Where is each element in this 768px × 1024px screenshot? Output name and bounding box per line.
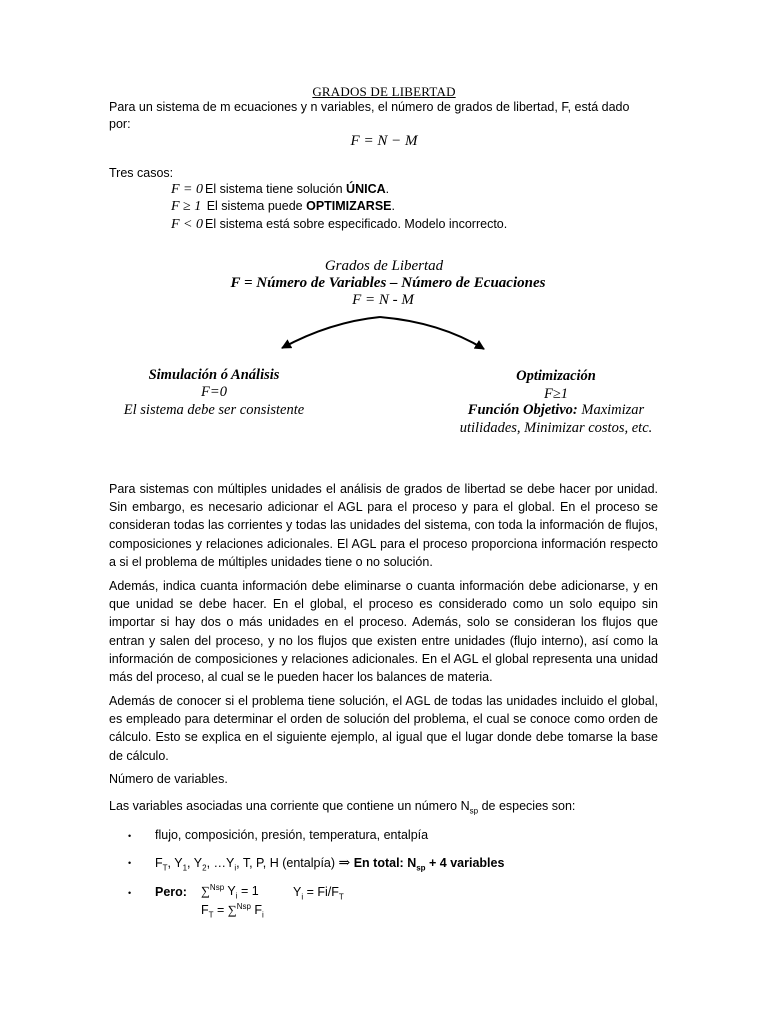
y-comma: , Y xyxy=(187,856,203,870)
intro-line-2: por: xyxy=(109,117,131,131)
bullet-icon: • xyxy=(128,888,132,898)
degrees-formula: F = N − M xyxy=(350,133,418,149)
objective-text: Maximizar xyxy=(577,402,645,418)
case-math: F = 0 xyxy=(171,182,203,197)
diagram-formula: F = N - M xyxy=(352,292,414,308)
implies-arrow-icon: ⇒ xyxy=(338,856,351,871)
simulation-heading: Simulación ó Análisis xyxy=(148,367,280,383)
sub-t: T xyxy=(338,892,344,902)
intro-line-1: Para un sistema de m ecuaciones y n variables, el número de grados de libertad, F, está dado xyxy=(109,100,630,114)
ft-eq: = xyxy=(213,903,228,918)
arrow-left xyxy=(282,317,380,348)
case-math: F ≥ 1 xyxy=(171,199,202,214)
sub-sp: sp xyxy=(416,863,426,873)
sigma-icon: ∑ xyxy=(201,884,210,899)
ft-symbol: F xyxy=(201,903,209,918)
variable-rest: , T, P, H (entalpía) xyxy=(236,856,339,870)
simulation-condition: F=0 xyxy=(201,384,227,400)
case-end: . xyxy=(391,199,395,213)
simulation-description: El sistema debe ser consistente xyxy=(123,402,305,418)
ft-symbol: F xyxy=(155,856,163,870)
optimization-heading: Optimización xyxy=(516,368,596,384)
sub-i: i xyxy=(262,910,264,920)
sub-1: 1 xyxy=(182,863,188,873)
sub-t: T xyxy=(208,910,214,920)
cases-heading: Tres casos: xyxy=(109,166,174,180)
yi-eq: = Fi/F xyxy=(303,885,339,899)
total-label: En total: $N_{sp} + 4$ variables xyxy=(350,856,505,873)
objective-line-2: utilidades, Minimizar costos, etc. xyxy=(459,420,653,436)
objective-label: Función Objetivo: xyxy=(467,402,578,418)
sub-t: T xyxy=(162,863,168,873)
case-strong: OPTIMIZARSE xyxy=(306,199,392,213)
variables-heading: Número de variables. xyxy=(109,772,228,786)
variables-intro-start: Las variables asociadas una corriente que contiene un número N xyxy=(109,799,470,813)
pero-label: Pero: xyxy=(155,885,187,899)
bullet-constraints xyxy=(155,885,187,899)
sup-nsp: Nsp xyxy=(236,902,251,911)
sub-i: i xyxy=(234,863,237,873)
paragraph-information: Además, indica cuanta información debe eliminarse o cuanta información debe adicionarse, y en que unidad se debe hacer. En el global, el proceso es considerado como un solo equipo sin importar si hay dos o más unidades en el proceso. Además, solo se consideran los flujos que entran y salen del proceso, y no los flujos que existen entre unidades (flujo interno), así como la información de composiciones y relaciones adicionales. En el AGL el global representa una unidad más del proceso, al cual se le pueden hacer los balances de materia. xyxy=(109,579,658,685)
diagram-title: Grados de Libertad xyxy=(324,258,444,274)
case-strong: ÚNICA xyxy=(346,182,386,196)
sup-nsp: Nsp xyxy=(209,883,225,892)
sub-i: i xyxy=(235,891,238,901)
bullet-variable-list xyxy=(155,855,504,873)
paragraph-calculation-order: Además de conocer si el problema tiene solución, el AGL de todas las unidades incluido el global, es empleado para determinar el orden de solución del problema, el cual se conoce como orden de cálculo. Esto se explica en el siguiente ejemplo, al igual que el lugar donde debe tomarse la base de cálculo. xyxy=(109,694,658,763)
bullet-icon: • xyxy=(128,831,132,841)
sub-i: i xyxy=(301,892,304,902)
case-text: El sistema está sobre especificado. Modelo incorrecto. xyxy=(205,217,508,231)
yi-symbol: Y xyxy=(293,885,302,899)
variables-intro-end: de especies son: xyxy=(478,799,576,813)
sub-sp: sp xyxy=(469,806,479,816)
bullet-properties: flujo, composición, presión, temperatura, entalpía xyxy=(155,828,429,842)
diagram-definition: F = Número de Variables – Número de Ecuaciones xyxy=(230,275,546,291)
page-title: GRADOS DE LIBERTAD xyxy=(312,84,456,99)
optimization-condition: F≥1 xyxy=(543,386,569,402)
ft-equation xyxy=(201,902,264,920)
sum-end: = 1 xyxy=(237,884,259,899)
yi-equation xyxy=(293,885,344,902)
case-math: F < 0 xyxy=(171,217,203,232)
case-end: . xyxy=(385,182,390,196)
sub-2: 2 xyxy=(202,863,207,873)
variables-intro xyxy=(109,799,575,816)
case-text: El sistema puede xyxy=(203,199,307,213)
paragraph-multiple-units: Para sistemas con múltiples unidades el análisis de grados de libertad se debe hacer por unidad. Sin embargo, es necesario adicionar el AGL para el proceso y para el global. En el proceso se consideran todas las corrientes y todas las unidades del sistema, con toda la información de flujos, composiciones y relaciones adicionales. El AGL para el proceso proporciona información respecto a si el problema de múltiples unidades tiene o no solución. xyxy=(109,482,658,569)
case-text: El sistema tiene solución xyxy=(205,182,347,196)
y-list: , Y xyxy=(167,856,183,870)
sum2-body: F xyxy=(250,903,263,918)
arrow-right xyxy=(380,317,484,349)
y-rest: , …Y xyxy=(206,856,235,870)
sigma-icon: ∑ xyxy=(227,903,237,918)
bullet-icon: • xyxy=(128,858,132,868)
sum-body: Y xyxy=(224,884,236,899)
sum-yi-equation xyxy=(201,883,259,901)
objective-line-1 xyxy=(444,402,668,419)
